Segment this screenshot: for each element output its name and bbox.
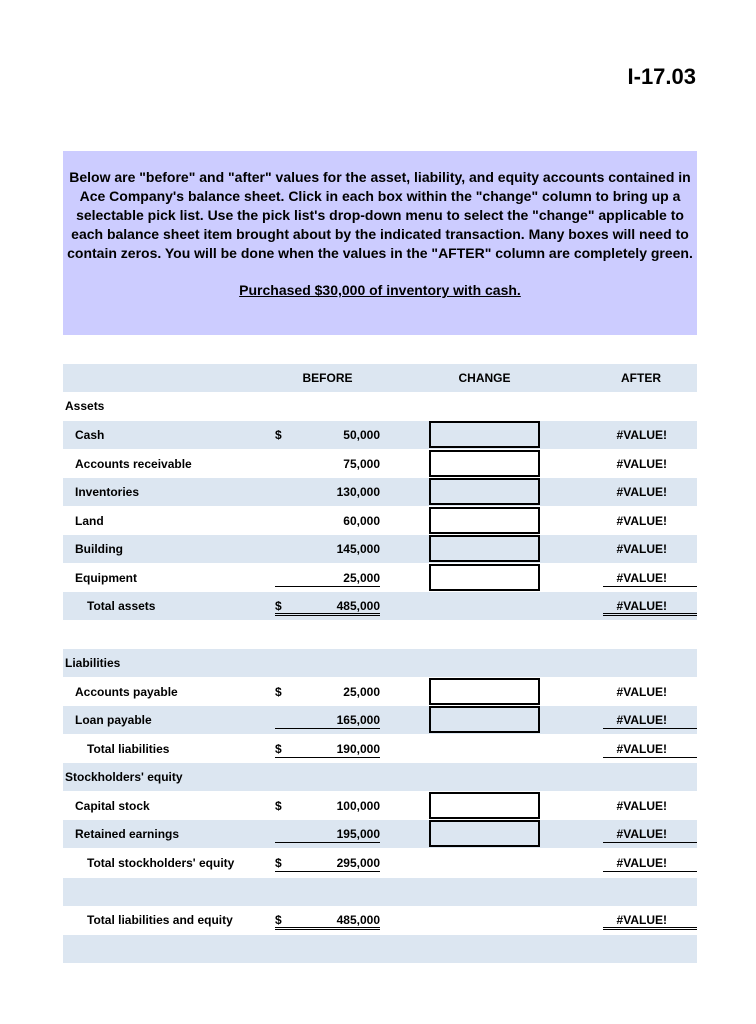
table-row — [63, 792, 697, 820]
row-label: Accounts payable — [75, 685, 178, 699]
row-label: Capital stock — [75, 799, 150, 813]
after-value: #VALUE! — [603, 735, 697, 758]
after-value: #VALUE! — [603, 592, 697, 616]
spacer-row — [63, 935, 697, 963]
assets-section-row — [63, 392, 697, 420]
dollar-sign: $ — [275, 685, 282, 699]
problem-code: I-17.03 — [627, 64, 696, 89]
table-row — [63, 706, 697, 734]
spacer-row — [63, 878, 697, 906]
header-before: BEFORE — [302, 371, 353, 385]
before-value: 485,000 — [336, 599, 380, 613]
after-value: #VALUE! — [603, 564, 697, 587]
dollar-sign: $ — [275, 849, 380, 872]
table-row — [63, 478, 697, 506]
header-change: CHANGE — [458, 371, 511, 385]
total-row — [63, 849, 697, 877]
before-value: 165,000 — [275, 706, 380, 729]
before-value: 50,000 — [343, 428, 380, 442]
dollar-sign: $ — [275, 799, 282, 813]
after-value: #VALUE! — [603, 706, 697, 729]
row-label: Total liabilities — [87, 742, 170, 756]
row-label: Equipment — [75, 571, 137, 585]
transaction-text: Purchased $30,000 of inventory with cash. — [239, 282, 521, 298]
row-label: Building — [75, 542, 123, 556]
after-value: #VALUE! — [616, 457, 667, 471]
change-select-equipment[interactable] — [429, 564, 540, 591]
table-row — [63, 421, 697, 449]
before-value: 145,000 — [336, 542, 380, 556]
grand-total-row — [63, 906, 697, 934]
assets-title: Assets — [65, 399, 105, 413]
table-row — [63, 535, 697, 563]
row-label: Cash — [75, 428, 105, 442]
column-header-row — [63, 364, 697, 392]
before-value: 295,000 — [336, 856, 380, 870]
after-value: #VALUE! — [616, 428, 667, 442]
change-select-accounts-payable[interactable] — [429, 678, 540, 705]
change-select-capital-stock[interactable] — [429, 792, 540, 819]
after-value: #VALUE! — [603, 906, 697, 930]
change-select-retained-earnings[interactable] — [429, 820, 540, 847]
after-value: #VALUE! — [616, 799, 667, 813]
row-label: Inventories — [75, 485, 140, 499]
equity-section-row — [63, 763, 697, 791]
before-value: 195,000 — [275, 820, 380, 843]
before-value: 25,000 — [275, 564, 380, 587]
table-row — [63, 564, 697, 592]
before-value: 75,000 — [343, 457, 380, 471]
before-value: 25,000 — [343, 685, 380, 699]
row-label: Loan payable — [75, 713, 152, 727]
table-row — [63, 678, 697, 706]
change-select-cash[interactable] — [429, 421, 540, 448]
liabilities-title: Liabilities — [65, 656, 121, 670]
before-value: 100,000 — [336, 799, 380, 813]
liabilities-section-row — [63, 649, 697, 677]
table-row — [63, 507, 697, 535]
dollar-sign: $ — [275, 428, 282, 442]
after-value: #VALUE! — [603, 820, 697, 843]
header-after: AFTER — [621, 371, 661, 385]
after-value: #VALUE! — [616, 485, 667, 499]
change-select-loan-payable[interactable] — [429, 706, 540, 733]
before-value: 130,000 — [336, 485, 380, 499]
after-value: #VALUE! — [616, 514, 667, 528]
row-label: Total assets — [87, 599, 156, 613]
row-label: Accounts receivable — [75, 457, 192, 471]
before-value: 190,000 — [336, 742, 380, 756]
instructions-panel — [63, 151, 697, 335]
row-label: Retained earnings — [75, 827, 180, 841]
equity-title: Stockholders' equity — [65, 770, 183, 784]
dollar-sign: $ — [275, 906, 380, 930]
change-select-building[interactable] — [429, 535, 540, 562]
total-row — [63, 592, 697, 620]
after-value: #VALUE! — [616, 542, 667, 556]
before-value: 60,000 — [343, 514, 380, 528]
after-value: #VALUE! — [603, 849, 697, 872]
dollar-sign: $ — [275, 592, 380, 616]
row-label: Land — [75, 514, 104, 528]
before-value: 485,000 — [336, 913, 380, 927]
row-label: Total liabilities and equity — [87, 913, 233, 927]
change-select-inventories[interactable] — [429, 478, 540, 505]
table-row — [63, 820, 697, 848]
dollar-sign: $ — [275, 735, 380, 758]
change-select-land[interactable] — [429, 507, 540, 534]
row-label: Total stockholders' equity — [87, 856, 235, 870]
change-select-accounts-receivable[interactable] — [429, 450, 540, 477]
total-row — [63, 735, 697, 763]
table-row — [63, 450, 697, 478]
instructions-text: Below are "before" and "after" values for the asset, liability, and equity accounts contained in Ace Company's balance sheet. Click in each box within the "change" column to bring up a selectable pick list. Use the pick list's drop-down menu to select the "change" applicable to each balance sheet item brought about by the indicated transaction. Many boxes will need to contain zeros. You will be done when the values in the "AFTER" column are completely green. — [67, 169, 693, 261]
after-value: #VALUE! — [616, 685, 667, 699]
